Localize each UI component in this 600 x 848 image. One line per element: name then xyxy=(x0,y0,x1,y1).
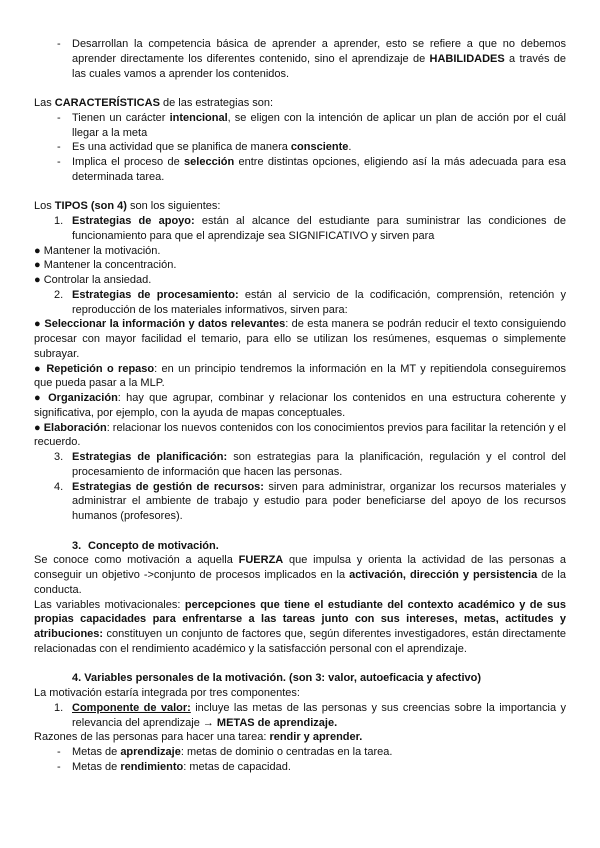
bold-text: consciente xyxy=(290,141,349,154)
list-marker: 1. xyxy=(54,215,64,227)
text-run: Es una actividad que se planifica de manera xyxy=(72,141,291,154)
bold-text: 4. Variables personales de la motivación. (son 3: valor, autoeficacia y afectivo) xyxy=(72,672,481,685)
text-run: constituyen un conjunto de factores que, según diferentes investigadores, están directamente relacionadas con el rendimiento académico y la satisfacción personal con el aprendizaje. xyxy=(34,628,566,655)
text-run: : en un principio tendremos la información en la MT y repitiendola conseguiremos que pueda pasar a la MLP. xyxy=(34,362,566,390)
text-run: ● Mantener la concentración. xyxy=(34,259,177,272)
blank-line xyxy=(34,524,566,539)
list-marker: 2. xyxy=(54,288,64,301)
list-marker: - xyxy=(57,156,61,168)
text-run: Las variables motivacionales: xyxy=(34,598,185,611)
section-heading xyxy=(34,671,566,686)
bold-text: CARACTERÍSTICAS xyxy=(54,97,160,109)
section-heading xyxy=(34,539,566,554)
dash-list-item xyxy=(34,111,566,141)
text-run: Desarrollan la competencia básica de aprender a aprender, esto se refiere a que no debemos aprender directamente los diferentes contenido, sino el aprendizaje de xyxy=(72,38,566,65)
dash-list-item xyxy=(34,140,566,155)
list-marker: - xyxy=(57,760,61,773)
text-run: Razones de las personas para hacer una tarea: xyxy=(34,731,270,744)
text-run: Se conoce como motivación a aquella xyxy=(34,554,239,567)
bold-text: intencional xyxy=(169,111,228,124)
paragraph xyxy=(34,244,566,259)
text-run: de la conducta. xyxy=(34,569,566,596)
numbered-list-item xyxy=(34,288,566,318)
dash-list-item xyxy=(34,37,566,81)
bold-text: percepciones que tiene el estudiante del contexto académico y de sus propias capacidades para enfrentarse a las tareas junto con sus intereses, metas, actitudes y atribuciones: xyxy=(34,598,566,640)
bold-text: ● Elaboración xyxy=(34,421,107,434)
text-run: Metas de xyxy=(72,760,121,773)
text-run: La motivación estaría integrada por tres componentes: xyxy=(34,687,300,699)
dash-list-item xyxy=(34,760,566,775)
bold-text: Estrategias de planificación: xyxy=(72,451,228,463)
list-marker: 4. xyxy=(54,480,64,493)
numbered-list-item xyxy=(34,450,566,480)
numbered-list-item xyxy=(34,480,566,524)
paragraph xyxy=(34,553,566,597)
text-run: están al alcance del estudiante para suministrar las condiciones de funcionamiento para que el aprendizaje sea SIGNIFICATIVO y sirven para xyxy=(72,215,566,242)
text-run: están al servicio de la codificación, comprensión, retención y reproducción de los materiales informativos, sirven para: xyxy=(72,288,567,316)
paragraph xyxy=(34,362,566,392)
bold-text: activación, dirección y persistencia xyxy=(349,569,538,581)
list-marker: - xyxy=(57,111,61,124)
bold-text: aprendizaje xyxy=(120,746,181,758)
text-run: incluye las metas de las personas y sus creencias sobre la importancia y relevancia del aprendizaje → xyxy=(72,701,567,729)
bold-text: HABILIDADES xyxy=(429,52,505,65)
bold-text: ● Seleccionar la información y datos relevantes xyxy=(34,318,286,331)
bold-text: rendimiento xyxy=(120,760,184,773)
bold-text: rendir y aprender. xyxy=(269,731,363,744)
paragraph xyxy=(34,273,566,288)
bold-text: Estrategias de gestión de recursos: xyxy=(72,480,264,493)
list-marker: 1. xyxy=(54,701,64,714)
list-marker: - xyxy=(57,746,61,758)
text-run: : metas de dominio o centradas en la tarea. xyxy=(180,746,393,758)
bold-text: ● Organización xyxy=(34,392,118,404)
text-run: son estrategias para la planificación, regulación y el control del procesamiento de información que hacen las personas. xyxy=(72,451,567,478)
text-run: Los xyxy=(34,200,55,213)
text-run: . xyxy=(348,141,352,154)
text-run: Metas de xyxy=(72,746,121,758)
paragraph xyxy=(34,96,566,111)
text-run: , se eligen con la intención de aplicar un plan de acción por el cuál llegar a la meta xyxy=(72,111,566,139)
blank-line xyxy=(34,185,566,200)
paragraph xyxy=(34,598,566,657)
text-run: Concepto de motivación. xyxy=(88,539,219,552)
text-run: : relacionar los nuevos contenidos con los conocimientos previos para facilitar la retención y el recuerdo. xyxy=(34,421,566,449)
text-run: a través de las cuales vamos a aprender los contenidos. xyxy=(72,52,567,80)
paragraph xyxy=(34,686,566,701)
paragraph xyxy=(34,421,566,451)
paragraph xyxy=(34,730,566,745)
text-run: de las estrategias son: xyxy=(159,97,274,109)
text-run: Tienen un carácter xyxy=(72,111,170,124)
bold-text: Componente de valor: xyxy=(72,701,191,714)
blank-line xyxy=(34,81,566,96)
text-run: son los siguientes: xyxy=(126,200,221,213)
text-run: que impulsa y orienta la actividad de las personas a conseguir un objetivo ->conjunto de procesos implicados en la xyxy=(34,554,566,581)
text-run: : de esta manera se podrán reducir el texto consiguiendo procesar con mayor facilidad el temario, para ello se utilizan los resúmenes, esquemas o simplemente subrayar. xyxy=(34,318,566,360)
paragraph xyxy=(34,391,566,421)
numbered-list-item xyxy=(34,214,566,244)
paragraph xyxy=(34,258,566,273)
bold-text: FUERZA xyxy=(238,554,284,567)
document-page xyxy=(34,37,566,775)
blank-line xyxy=(34,657,566,672)
text-run: : metas de capacidad. xyxy=(183,760,291,773)
dash-list-item xyxy=(34,745,566,760)
bold-text: METAS de aprendizaje. xyxy=(216,716,338,729)
text-run: sirven para administrar, organizar los recursos materiales y administrar el ambiente de trabajo y estudio para poder beneficiarse del apoyo de los recursos humanos (profesores). xyxy=(72,480,566,522)
text-run: ● Mantener la motivación. xyxy=(34,244,161,257)
list-marker: - xyxy=(57,38,61,50)
list-marker: 3. xyxy=(72,539,82,552)
paragraph xyxy=(34,199,566,214)
text-run: : hay que agrupar, combinar y relacionar los contenidos en una estructura coherente y significativa, por ejemplo, con la ayuda de mapas conceptuales. xyxy=(34,392,566,419)
numbered-list-item xyxy=(34,701,566,731)
bold-text: Estrategias de procesamiento: xyxy=(72,288,239,301)
list-marker: - xyxy=(57,141,61,154)
bold-text: ● Repetición o repaso xyxy=(34,362,155,375)
text-run: Implica el proceso de xyxy=(72,156,185,168)
text-run: Las xyxy=(34,97,55,109)
text-run: ● Controlar la ansiedad. xyxy=(34,274,152,286)
list-marker: 3. xyxy=(54,451,64,463)
text-run: entre distintas opciones, eligiendo así la más adecuada para esa determinada tarea. xyxy=(72,156,566,183)
bold-text: selección xyxy=(184,156,235,168)
bold-text: TIPOS (son 4) xyxy=(54,200,127,213)
paragraph xyxy=(34,317,566,361)
dash-list-item xyxy=(34,155,566,185)
bold-text: Estrategias de apoyo: xyxy=(72,215,195,227)
